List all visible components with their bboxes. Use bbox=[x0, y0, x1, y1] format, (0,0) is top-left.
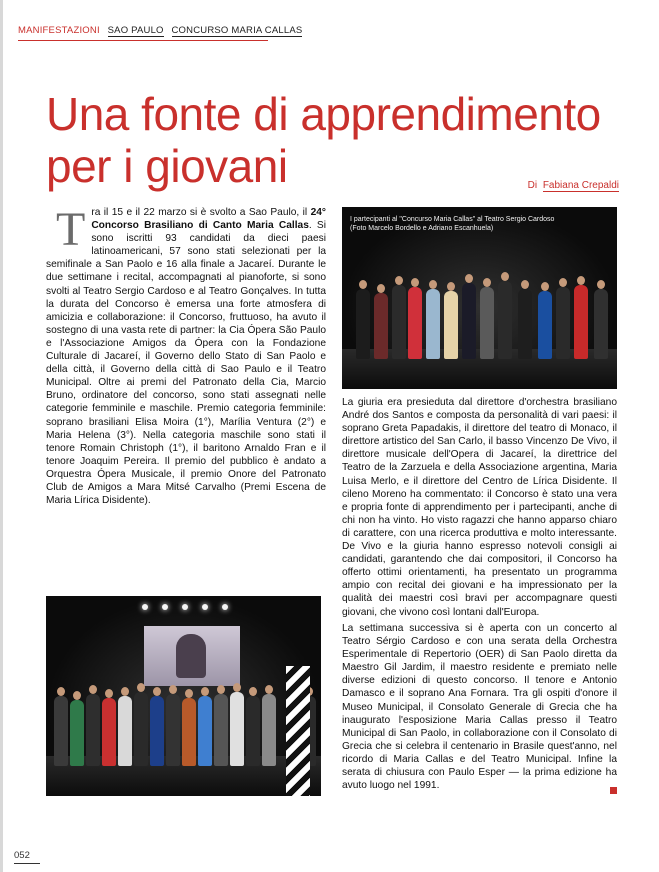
performer-figure bbox=[408, 287, 422, 359]
performer-figure bbox=[426, 289, 440, 359]
article-end-mark bbox=[610, 787, 617, 794]
section-label: MANIFESTAZIONI bbox=[18, 25, 100, 36]
performer-figure bbox=[102, 698, 116, 766]
section-header bbox=[18, 24, 303, 41]
byline-label: Di bbox=[527, 180, 538, 191]
tag-concurso[interactable]: CONCURSO MARIA CALLAS bbox=[171, 25, 303, 36]
stage-light bbox=[162, 604, 168, 610]
article-column-right-bottom bbox=[342, 622, 617, 802]
performer-figure bbox=[150, 696, 164, 766]
byline bbox=[528, 180, 619, 191]
right-column-paragraph-1: La giuria era presieduta dal direttore d'orchestra brasiliano André dos Santos e composta da personalità di vari paesi: il soprano Greta Papadakis, il direttore del teatro di Monaco, il direttore artistico del San Carlo, il basso Vincenzo De Vivo, il direttore musicale dell'Opera di Jacareí, la direttrice del Teatro de la Zarzuela e della Associazione argentina, Maria Luisa Merlo, e il direttore del Centro de Lírica Disidente. Il cileno Moreno ha commentato: il Concorso è stato una vera e propria fonte di apprendimento per i partecipanti, anche di chi non ha vinto. Ho visto ragazzi che hanno apparso chiaro di carattere, con una ricerca produttiva e molto interessante. De Vivo e la giuria hanno espresso notevoli consigli ai candidati, garantendo che dai compositori, il Concorso ha offerto ottimi orientamenti, ha presentato un programma ampio con recital dei giovani e ha impressionato per la qualità dei maestri così bravi per accompagnare questi giovani, che vivono così lontani dall'Europa. bbox=[342, 397, 617, 618]
performer-figure bbox=[198, 696, 212, 766]
performer-figure bbox=[214, 694, 228, 766]
performer-figure bbox=[462, 283, 476, 359]
intro-bold: 24° Concorso Brasiliano di Canto Maria Callas bbox=[91, 207, 326, 232]
performer-figure bbox=[134, 692, 148, 766]
right-column-paragraph-2: La settimana successiva si è aperta con un concerto al Teatro Sérgio Cardoso e con una serata della Orchestra Esperimentale di Repertorio (OER) di San Paolo diretta da Maestro Gil Jardim, il maestro residente e premiato nelle diverse edizioni di questo concorso. Il tenore e Antonio Damasco e il soprano Ana Fornara. Tra gli ospiti d'onore il Museo Municipal, il Consolato Generale di Grecia che ha inaugurato l'esposizione Maria Callas presso il Teatro Municipal di San Paolo, in collaborazione con il Consolato di Grecia che si celebra il centenario in Brasile quest'anno, nel ricordo di Maria Callas e del Teatro Municipal. Infine la serata di chiusura con Paulo Esper — la prima edizione ha avuto luogo nel 1991. bbox=[342, 623, 617, 792]
performer-figure bbox=[518, 289, 532, 359]
dropcap: T bbox=[56, 206, 86, 256]
photo-caption: I partecipanti al "Concurso Maria Callas" al Teatro Sergio Cardoso (Foto Marcelo Bordello e Adriano Escanhuela) bbox=[350, 216, 555, 232]
performer-figure bbox=[356, 289, 370, 359]
article-headline: Una fonte di apprendimento per i giovani bbox=[46, 88, 601, 192]
photo-participants bbox=[342, 207, 617, 389]
tag-sao-paulo[interactable]: SAO PAULO bbox=[107, 25, 164, 36]
byline-author[interactable]: Fabiana Crepaldi bbox=[542, 180, 619, 191]
performer-figure bbox=[498, 281, 512, 359]
performer-figure bbox=[246, 696, 260, 766]
left-column-text: . Si sono iscritti 93 candidati da dieci paesi latinoamericani, 57 sono stati selezionati per la semifinale a San Paolo e 16 alla finale a Jacareí. Durante le due settimane i recital, accompagnati al pianoforte, si sono svolti al Teatro Sergio Cardoso e al Teatro Gonçalves. In tutta la durata del Concorso è emersa una forte atmosfera di amicizia e collaborazione: il Concorso, fruttuoso, ha avuto il sostegno di una vasta rete di partner: la Cia Ópera São Paulo e l'Associazione Amigos da Ópera con la Fondazione Culturale di Jacareí, il Governo dello Stato di San Paolo e della città, il Governo della città di Sao Paulo e il Teatro Municipal. Oltre ai premi del Patronato della Cia, Marcio Bruno, ordinatore del concorso, sono stati assegnati nelle categorie femminile e maschile. Premio categoria femminile: soprano brasiliani Elisa Moira (1°), Marília Ventura (2°) e Maria Helena (3°). Nella categoria maschile sono stati il tenore Romain Christoph (1°), il baritono Arnaldo Fran e il tenore Joaquim Pereira. Il premio del pubblico è andato a Orquestra Ópera Musicale, il premio Onore del Patronato Club de Amigos a Mara Mitsé Carvalho (Premi Escena de Maria Lírica Disidente). bbox=[46, 220, 326, 507]
article-column-left bbox=[46, 206, 326, 599]
performer-figure bbox=[118, 696, 132, 766]
stage-light bbox=[142, 604, 148, 610]
performer-figure bbox=[556, 287, 570, 359]
performer-figure bbox=[374, 293, 388, 359]
performer-figure bbox=[262, 694, 276, 766]
photo-ceremony bbox=[46, 596, 321, 796]
intro-text: ra il 15 e il 22 marzo si è svolto a Sao Paulo, il bbox=[91, 207, 311, 218]
performer-figure bbox=[230, 692, 244, 766]
page-number-rule bbox=[14, 863, 40, 864]
performer-figure bbox=[182, 698, 196, 766]
performer-figure bbox=[54, 696, 68, 766]
intro-paragraph bbox=[46, 206, 326, 507]
stage-light bbox=[202, 604, 208, 610]
performer-figure bbox=[538, 291, 552, 359]
stage-light bbox=[222, 604, 228, 610]
performer-figure bbox=[574, 285, 588, 359]
performer-figure bbox=[444, 291, 458, 359]
stage-light bbox=[182, 604, 188, 610]
article-column-right-top bbox=[342, 396, 617, 618]
performer-figure bbox=[392, 285, 406, 359]
portrait-image bbox=[176, 634, 206, 678]
performer-figure bbox=[594, 289, 608, 359]
performer-figure bbox=[480, 287, 494, 359]
performer-figure bbox=[70, 700, 84, 766]
projection-screen bbox=[144, 626, 240, 686]
striped-pillar bbox=[286, 666, 310, 796]
performer-figure bbox=[86, 694, 100, 766]
page-number: 052 bbox=[14, 850, 30, 861]
performer-figure bbox=[166, 694, 180, 766]
